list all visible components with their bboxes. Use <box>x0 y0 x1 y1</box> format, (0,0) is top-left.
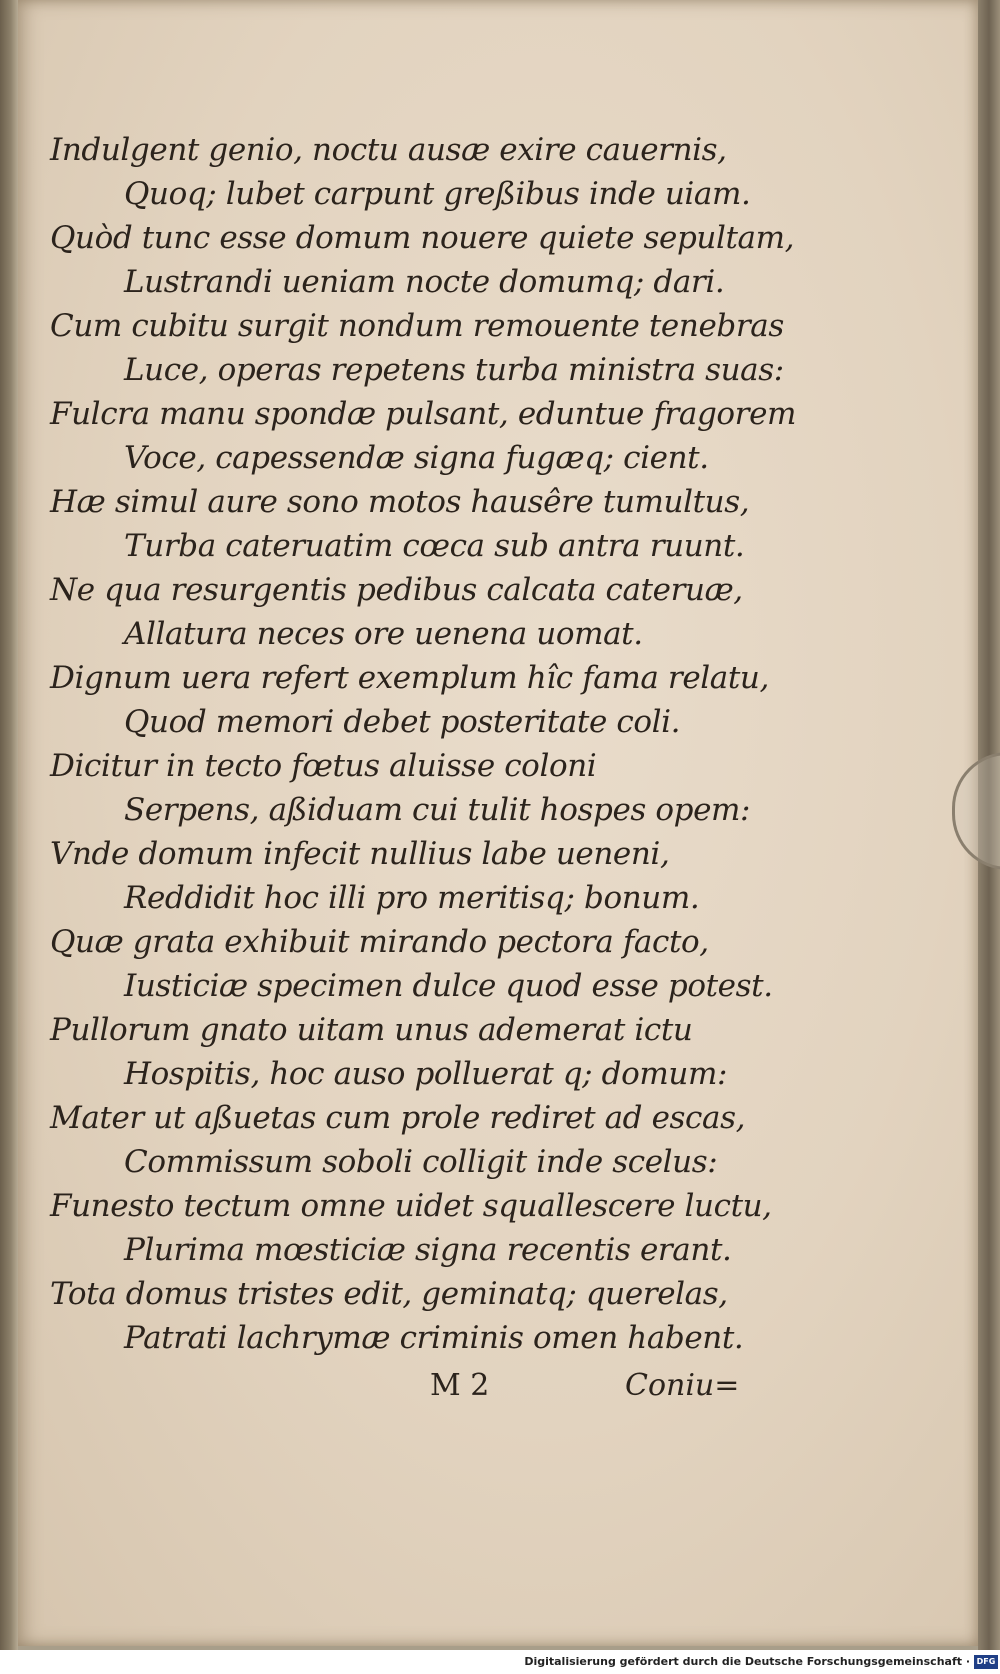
poem-line: Hospitis, hoc auso polluerat q; domum: <box>124 1056 727 1092</box>
poem-line: Plurima mœsticiæ signa recentis erant. <box>124 1232 732 1268</box>
poem-text-block <box>50 128 950 1360</box>
poem-line: Mater ut aßuetas cum prole rediret ad escas, <box>50 1100 746 1136</box>
poem-line: Indulgent genio, noctu ausæ exire cauernis, <box>50 132 727 168</box>
poem-line: Ne qua resurgentis pedibus calcata cateruæ, <box>50 572 743 608</box>
credit-bar <box>0 1650 1000 1674</box>
poem-line: Dicitur in tecto fœtus aluisse coloni <box>50 748 597 784</box>
poem-line: Quæ grata exhibuit mirando pectora facto, <box>50 924 709 960</box>
poem-line: Commissum soboli colligit inde scelus: <box>124 1144 718 1180</box>
dfg-logo: DFG <box>974 1655 998 1669</box>
poem-line: Iusticiæ specimen dulce quod esse potest. <box>124 968 773 1004</box>
poem-line: Turba cateruatim cœca sub antra ruunt. <box>124 528 745 564</box>
poem-line: Voce, capessendæ signa fugæq; cient. <box>124 440 709 476</box>
poem-line: Fulcra manu spondæ pulsant, eduntue fragorem <box>50 396 797 432</box>
page-footer <box>0 1368 1000 1408</box>
poem-line: Reddidit hoc illi pro meritisq; bonum. <box>124 880 700 916</box>
poem-line: Hæ simul aure sono motos hausêre tumultus, <box>50 484 750 520</box>
poem-line: Quoq; lubet carpunt greßibus inde uiam. <box>124 176 751 212</box>
poem-line: Luce, operas repetens turba ministra suas: <box>124 352 784 388</box>
signature-mark: M 2 <box>430 1368 490 1403</box>
poem-line: Lustrandi ueniam nocte domumq; dari. <box>124 264 725 300</box>
credit-text: Digitalisierung gefördert durch die Deutsche Forschungsgemeinschaft · <box>524 1655 970 1668</box>
poem-line: Tota domus tristes edit, geminatq; querelas, <box>50 1276 728 1312</box>
poem-line: Dignum uera refert exemplum hîc fama relatu, <box>50 660 769 696</box>
poem-line: Funesto tectum omne uidet squallescere luctu, <box>50 1188 772 1224</box>
poem-line: Serpens, aßiduam cui tulit hospes opem: <box>124 792 751 828</box>
poem-line: Pullorum gnato uitam unus ademerat ictu <box>50 1012 693 1048</box>
poem-line: Patrati lachrymæ criminis omen habent. <box>124 1320 744 1356</box>
poem-line: Cum cubitu surgit nondum remouente tenebras <box>50 308 784 344</box>
poem-line: Quòd tunc esse domum nouere quiete sepultam, <box>50 220 795 256</box>
poem-line: Quod memori debet posteritate coli. <box>124 704 681 740</box>
poem-line: Allatura neces ore uenena uomat. <box>124 616 643 652</box>
poem-line: Vnde domum infecit nullius labe ueneni, <box>50 836 670 872</box>
catchword: Coniu= <box>625 1368 740 1403</box>
